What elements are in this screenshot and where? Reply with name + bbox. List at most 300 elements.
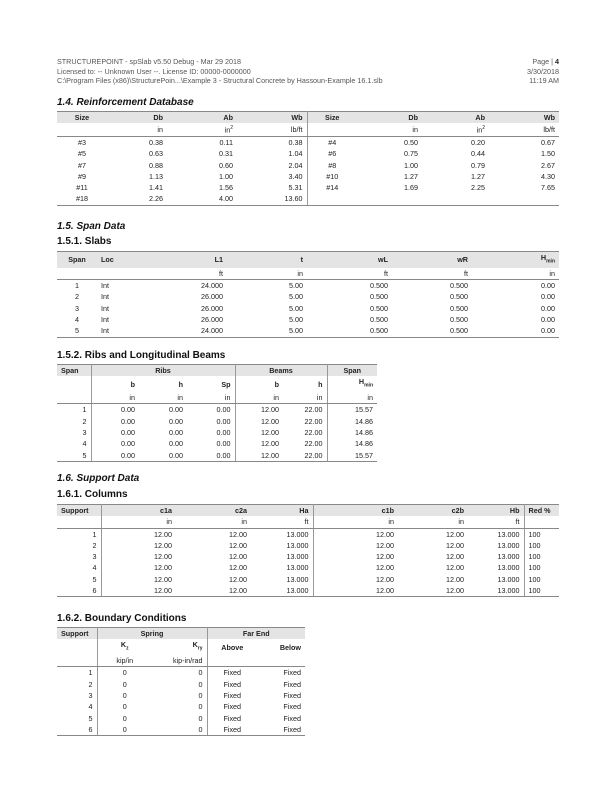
unit-label: kip/in [97, 655, 152, 667]
col-header: wR [392, 252, 472, 268]
table-row [57, 438, 377, 449]
columns-table [57, 504, 559, 597]
table-row [57, 148, 559, 159]
subsection-title-ribs-beams: 1.5.2. Ribs and Longitudinal Beams [57, 350, 226, 361]
table-cell: 3 [75, 303, 79, 313]
table-cell: 0.00 [169, 405, 183, 415]
table-cell: Int [101, 292, 109, 302]
table-cell: 2 [57, 540, 101, 551]
table-cell: 12.00 [261, 405, 279, 415]
table-cell: #18 [57, 193, 107, 205]
col-header: Span [57, 252, 97, 268]
col-header: b [130, 379, 135, 389]
table-cell: 12.00 [154, 529, 172, 539]
table-cell: 12.00 [446, 540, 464, 550]
table-cell: Fixed [283, 679, 301, 689]
table-cell: 5 [57, 450, 91, 462]
table-row [57, 404, 377, 416]
table-cell: 12.00 [261, 416, 279, 426]
col-header: c1a [101, 505, 176, 517]
table-cell: 3 [57, 690, 97, 701]
table-cell: 0 [97, 724, 152, 736]
table-cell: 1 [57, 404, 91, 416]
table-cell: 12.00 [376, 540, 394, 550]
table-cell: 1 [57, 667, 97, 679]
unit-label: in [101, 516, 176, 528]
section-title-support-data: 1.6. Support Data [57, 473, 140, 484]
table-cell: 0 [122, 713, 127, 723]
col-header: Size [307, 112, 357, 124]
col-header: Below [279, 642, 301, 652]
col-header: b [274, 379, 279, 389]
table-row [57, 585, 559, 597]
table-cell: 4 [57, 438, 91, 449]
unit-label: in [357, 123, 422, 136]
table-cell: Fixed [223, 702, 242, 712]
col-header: Size [57, 112, 107, 124]
col-header: Db [357, 112, 422, 124]
table-cell: 0.500 [450, 292, 468, 302]
table-row [57, 679, 305, 690]
col-group-header: Spring [97, 628, 207, 640]
table-cell: 13.000 [251, 540, 313, 551]
table-cell: Fixed [223, 679, 242, 689]
table-row [57, 690, 305, 701]
col-header: $K_{ry}$ [152, 639, 207, 655]
table-cell: Fixed [223, 668, 242, 678]
table-cell: 24.000 [147, 325, 227, 337]
table-cell: 0.00 [121, 427, 135, 437]
col-header: h [283, 376, 327, 392]
license-info: Licensed to: -- Unknown User --. License ID: 00000-0000000 [57, 66, 251, 76]
table-cell: #8 [328, 160, 337, 170]
table-cell: 26.000 [201, 292, 223, 302]
table-row [57, 701, 305, 712]
col-header: Ab [422, 112, 489, 124]
table-cell: 12.00 [154, 574, 172, 584]
table-row [57, 450, 377, 462]
table-cell: 0.44 [471, 149, 485, 159]
table-cell: 3.40 [237, 171, 307, 182]
subsection-title-columns: 1.6.1. Columns [57, 489, 128, 500]
table-cell: 0.00 [169, 427, 183, 437]
table-cell: 13.000 [468, 574, 524, 585]
table-cell: 13.000 [468, 540, 524, 551]
table-cell: 12.00 [229, 574, 247, 584]
unit-label: lb/ft [489, 123, 559, 136]
table-cell: Fixed [283, 702, 301, 712]
table-cell: 4.30 [541, 171, 555, 181]
table-cell: 12.00 [446, 574, 464, 584]
table-cell: 26.000 [201, 303, 223, 313]
table-cell: 3 [57, 551, 101, 562]
col-group-header: Span [57, 365, 91, 377]
table-cell: 0.00 [472, 325, 559, 337]
col-group-header: Ribs [91, 365, 235, 377]
table-cell: 6 [57, 585, 101, 597]
table-cell: Fixed [283, 690, 301, 700]
report-date: 3/30/2018 [527, 66, 559, 76]
table-cell: 12.00 [235, 450, 283, 462]
col-header: t [227, 252, 307, 268]
table-cell: 1.69 [404, 183, 418, 193]
table-cell: 0 [152, 713, 207, 724]
subsection-title-boundary: 1.6.2. Boundary Conditions [57, 613, 187, 624]
table-cell: 0.500 [392, 325, 472, 337]
subsection-title-slabs: 1.5.1. Slabs [57, 236, 112, 247]
page-number: Page | 4 [532, 57, 559, 66]
table-cell: 0.00 [187, 416, 235, 427]
unit-label: in [235, 392, 283, 404]
table-cell: 14.86 [355, 439, 373, 449]
table-cell: #6 [328, 149, 337, 159]
unit-label: in [313, 516, 398, 528]
table-cell: 5.00 [227, 325, 307, 337]
table-row [57, 303, 559, 314]
table-cell: 100 [528, 540, 541, 550]
table-cell: 13.000 [251, 574, 313, 585]
unit-label: ft [307, 268, 392, 280]
table-row [57, 416, 377, 427]
table-cell: #10 [326, 171, 339, 181]
table-cell: #9 [78, 171, 86, 181]
table-cell: 2.67 [541, 160, 555, 170]
table-cell: 0.38 [237, 136, 307, 148]
table-cell: 0.67 [541, 137, 555, 147]
table-cell: 13.000 [251, 528, 313, 540]
table-cell: 13.000 [251, 585, 313, 597]
table-cell: 2.26 [107, 193, 167, 205]
unit-label: ft [392, 268, 472, 280]
table-cell: 0.79 [471, 160, 485, 170]
table-cell [489, 193, 559, 205]
table-cell: 0.500 [450, 314, 468, 324]
unit-label: in [227, 268, 307, 280]
table-cell: Fixed [283, 713, 301, 723]
table-cell: 0 [152, 679, 207, 690]
table-cell: Fixed [223, 690, 242, 700]
table-cell: Fixed [257, 724, 305, 736]
col-group-header: Span [327, 365, 377, 377]
table-cell: 0.500 [450, 303, 468, 313]
table-cell: #4 [328, 137, 337, 147]
table-cell: 22.00 [283, 404, 327, 416]
table-cell: 4 [57, 562, 101, 573]
table-cell: 0.500 [307, 325, 392, 337]
table-row [57, 574, 559, 585]
unit-label: ft [468, 516, 524, 528]
table-cell: #7 [78, 160, 86, 170]
table-cell: Int [101, 281, 109, 291]
table-cell: 12.00 [376, 552, 394, 562]
table-cell: 1.00 [404, 160, 418, 170]
table-cell: 12.00 [154, 540, 172, 550]
table-cell: 12.00 [176, 585, 251, 597]
table-cell: 2 [75, 292, 79, 302]
file-path: C:\Program Files (x86)\StructurePoin...\Example 3 - Structural Concrete by Hassoun-Example 16.1.slb [57, 76, 383, 86]
slabs-table [57, 251, 559, 338]
table-cell: 1.50 [541, 149, 555, 159]
table-cell: 22.00 [283, 427, 327, 438]
table-row [57, 291, 559, 302]
unit-label: in [107, 123, 167, 136]
table-cell: 0 [122, 690, 127, 700]
table-cell: 12.00 [446, 563, 464, 573]
table-cell: 2 [57, 416, 91, 427]
table-cell: 1.27 [404, 171, 418, 181]
table-cell: 0.50 [404, 137, 418, 147]
table-cell: 5.00 [289, 303, 303, 313]
table-cell: 0.11 [219, 137, 233, 147]
table-cell: 5 [57, 325, 97, 337]
unit-label: kip-in/rad [152, 655, 207, 667]
table-cell: 0.00 [541, 292, 555, 302]
table-cell: 13.000 [251, 562, 313, 573]
table-cell: 0.63 [149, 149, 163, 159]
table-cell: 2 [57, 679, 97, 690]
table-cell: 12.00 [229, 552, 247, 562]
table-cell: 0.500 [370, 303, 388, 313]
table-cell: 0.75 [404, 149, 418, 159]
table-cell: 13.000 [251, 551, 313, 562]
table-row [57, 667, 305, 679]
table-cell: 24.000 [201, 281, 223, 291]
col-header: Wb [489, 112, 559, 124]
unit-label: ft [251, 516, 313, 528]
table-cell: Fixed [207, 724, 257, 736]
table-cell: 15.57 [327, 450, 377, 462]
col-header: Red % [524, 505, 559, 517]
boundary-conditions-table [57, 627, 305, 736]
table-cell: 0.00 [541, 281, 555, 291]
table-cell: 0.20 [471, 137, 485, 147]
table-cell: 0.00 [541, 314, 555, 324]
table-cell: 1.27 [471, 171, 485, 181]
program-info: STRUCTUREPOINT - spSlab v5.50 Debug - Mar 29 2018 [57, 57, 242, 66]
table-cell: 12.00 [446, 552, 464, 562]
table-cell: 0 [152, 701, 207, 712]
table-cell: 0.00 [169, 416, 183, 426]
table-cell: 5.00 [289, 292, 303, 302]
table-cell: 0.00 [187, 450, 235, 462]
table-cell: 12.00 [398, 585, 468, 597]
table-cell: 5 [57, 713, 97, 724]
table-cell: 13.60 [237, 193, 307, 205]
table-cell: 4 [57, 701, 97, 712]
table-cell [307, 193, 357, 205]
table-cell: 0.00 [187, 427, 235, 438]
col-header: Ha [251, 505, 313, 517]
col-header: Db [107, 112, 167, 124]
table-cell: 12.00 [313, 585, 398, 597]
table-cell: 3 [57, 427, 91, 438]
table-cell: 0 [152, 667, 207, 679]
col-header: $H_{min}$ [472, 252, 559, 268]
table-cell: 12.00 [101, 585, 176, 597]
table-row [57, 182, 559, 193]
col-header: wL [307, 252, 392, 268]
table-cell: Int [101, 314, 109, 324]
col-header: c1b [313, 505, 398, 517]
table-row [57, 160, 559, 171]
table-cell: 5.00 [289, 314, 303, 324]
table-row [57, 562, 559, 573]
table-row [57, 280, 559, 292]
ribs-beams-table [57, 364, 377, 462]
table-cell: 5.00 [289, 281, 303, 291]
table-cell: 1.41 [149, 183, 163, 193]
col-header: c2b [398, 505, 468, 517]
col-group-header: Support [57, 628, 97, 640]
table-cell: 0 [152, 724, 207, 736]
col-header: h [178, 379, 183, 389]
table-cell: 0 [122, 679, 127, 689]
table-cell: 1.04 [237, 148, 307, 159]
table-cell: 12.00 [261, 439, 279, 449]
section-title-reinforcement: 1.4. Reinforcement Database [57, 97, 194, 108]
table-cell: 12.00 [376, 574, 394, 584]
table-cell: 22.00 [283, 438, 327, 449]
table-cell: 12.00 [229, 529, 247, 539]
col-header: Hb [468, 505, 524, 517]
table-cell: 12.00 [376, 529, 394, 539]
unit-label: in [91, 392, 139, 404]
col-group-header: Beams [235, 365, 327, 377]
table-cell: 100 [528, 552, 541, 562]
table-cell: 12.00 [154, 563, 172, 573]
table-cell: 0.00 [187, 438, 235, 449]
table-cell: #14 [326, 183, 339, 193]
table-cell: 7.65 [541, 183, 555, 193]
table-cell: 0 [122, 702, 127, 712]
table-cell: 13.000 [468, 562, 524, 573]
table-cell: 1.00 [219, 171, 233, 181]
table-cell: 22.00 [283, 450, 327, 462]
table-cell: Fixed [223, 713, 242, 723]
table-cell: 0.00 [139, 450, 187, 462]
col-header: Sp [187, 376, 235, 392]
col-header: Above [221, 642, 244, 652]
table-cell: 13.000 [468, 551, 524, 562]
table-cell: 14.86 [355, 416, 373, 426]
unit-label: in [327, 392, 377, 404]
table-cell: 12.00 [229, 563, 247, 573]
table-cell: 0.500 [370, 314, 388, 324]
table-cell: 0.00 [187, 404, 235, 416]
unit-label: in [398, 516, 468, 528]
table-cell: 12.00 [229, 540, 247, 550]
table-row [57, 713, 305, 724]
unit-label: $in^2$ [167, 123, 237, 136]
unit-label: in [472, 268, 559, 280]
table-cell: 100 [528, 574, 541, 584]
table-cell: 12.00 [154, 552, 172, 562]
table-cell: 0 [152, 690, 207, 701]
report-time: 11:19 AM [529, 76, 559, 86]
table-cell: 0 [122, 668, 127, 678]
table-cell: 13.000 [468, 585, 524, 597]
table-cell: 2.04 [237, 160, 307, 171]
table-row [57, 136, 559, 148]
page-header [57, 57, 559, 86]
table-cell: 100 [528, 563, 541, 573]
table-cell: 4 [75, 314, 79, 324]
table-cell: 5 [57, 574, 101, 585]
table-row [57, 193, 559, 205]
table-cell: 0.00 [121, 405, 135, 415]
table-cell: 0.500 [370, 281, 388, 291]
table-cell: 0.00 [91, 450, 139, 462]
table-cell: 0.00 [169, 439, 183, 449]
table-cell: 26.000 [201, 314, 223, 324]
table-row [57, 540, 559, 551]
table-cell: Int [101, 303, 109, 313]
table-row [57, 724, 305, 736]
table-cell: 0.500 [450, 281, 468, 291]
table-cell: 0.88 [149, 160, 163, 170]
table-cell: 0.60 [219, 160, 233, 170]
table-row [57, 528, 559, 540]
col-header: $H_{min}$ [358, 377, 373, 389]
table-cell: 0.500 [370, 292, 388, 302]
table-cell: 1.13 [149, 171, 163, 181]
table-row [57, 171, 559, 182]
table-cell [357, 193, 422, 205]
table-cell: #3 [78, 137, 86, 147]
col-header: Support [57, 505, 101, 517]
table-cell: 13.000 [468, 528, 524, 540]
table-row [57, 427, 377, 438]
table-cell: #5 [78, 149, 86, 159]
table-cell: 1.56 [219, 183, 233, 193]
unit-label: in [187, 392, 235, 404]
table-cell: 5.31 [237, 182, 307, 193]
table-row [57, 325, 559, 337]
unit-label: ft [147, 268, 227, 280]
unit-label: lb/ft [237, 123, 307, 136]
table-cell: #11 [76, 183, 88, 193]
unit-label: in [139, 392, 187, 404]
table-cell: 1 [57, 528, 101, 540]
col-header: Wb [237, 112, 307, 124]
table-cell: 12.00 [261, 427, 279, 437]
col-group-header: Far End [207, 628, 305, 640]
table-cell: 100 [524, 585, 559, 597]
col-header: L1 [147, 252, 227, 268]
reinforcement-table [57, 111, 559, 206]
col-header: c2a [176, 505, 251, 517]
table-cell: 100 [528, 529, 541, 539]
unit-label: in [176, 516, 251, 528]
table-cell: 0.00 [121, 439, 135, 449]
table-cell: 22.00 [283, 416, 327, 427]
table-cell: 0.00 [121, 416, 135, 426]
table-cell: 1 [75, 281, 79, 291]
unit-label: $in^2$ [422, 123, 489, 136]
table-cell: 0.31 [219, 149, 233, 159]
col-header: Loc [97, 252, 147, 268]
col-header: Ab [167, 112, 237, 124]
table-cell: 2.25 [471, 183, 485, 193]
table-cell: 0.38 [149, 137, 163, 147]
table-cell: 15.57 [355, 405, 373, 415]
table-cell: 12.00 [376, 563, 394, 573]
table-row [57, 551, 559, 562]
col-header: $K_z$ [120, 640, 129, 652]
table-row [57, 314, 559, 325]
table-cell: 6 [57, 724, 97, 736]
table-cell [422, 193, 489, 205]
